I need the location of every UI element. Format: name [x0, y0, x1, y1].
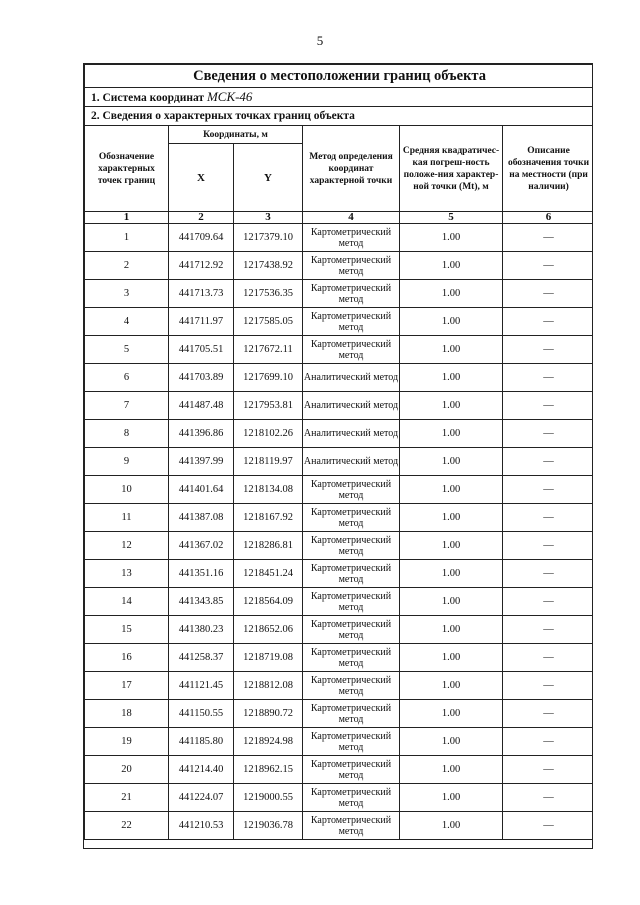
- accuracy-cell: 1.00: [400, 280, 503, 308]
- point-number-cell: 17: [85, 672, 169, 700]
- y-coordinate-cell: 1218286.81: [234, 532, 303, 560]
- x-coordinate-cell: 441210.53: [169, 812, 234, 840]
- accuracy-cell: 1.00: [400, 420, 503, 448]
- column-number: 2: [169, 212, 234, 224]
- description-cell: —: [503, 644, 594, 672]
- description-cell: —: [503, 308, 594, 336]
- description-cell: —: [503, 420, 594, 448]
- description-cell: —: [503, 672, 594, 700]
- table-row: [85, 728, 594, 756]
- x-coordinate-cell: 441258.37: [169, 644, 234, 672]
- table-row: [85, 476, 594, 504]
- boundary-points-table: [84, 64, 593, 840]
- y-coordinate-cell: 1217953.81: [234, 392, 303, 420]
- description-cell: —: [503, 784, 594, 812]
- table-row: [85, 448, 594, 476]
- method-cell: Картометрический метод: [303, 700, 400, 728]
- header-accuracy-text: Средняя квадратичес-кая погреш-ность положе-ния характер-ной точки (Mt), м: [402, 145, 500, 192]
- y-coordinate-cell: 1218812.08: [234, 672, 303, 700]
- accuracy-cell: 1.00: [400, 336, 503, 364]
- method-cell: Картометрический метод: [303, 532, 400, 560]
- method-cell: Картометрический метод: [303, 588, 400, 616]
- point-number-cell: 10: [85, 476, 169, 504]
- description-cell: —: [503, 700, 594, 728]
- page-number: 5: [316, 33, 324, 48]
- accuracy-cell: 1.00: [400, 392, 503, 420]
- accuracy-cell: 1.00: [400, 784, 503, 812]
- coordinate-system-row: [85, 88, 594, 107]
- method-cell: Картометрический метод: [303, 504, 400, 532]
- description-cell: —: [503, 728, 594, 756]
- column-number: 3: [234, 212, 303, 224]
- point-number-cell: 6: [85, 364, 169, 392]
- x-coordinate-cell: 441711.97: [169, 308, 234, 336]
- method-cell: Аналитический метод: [303, 448, 400, 476]
- table-row: [85, 700, 594, 728]
- method-cell: Картометрический метод: [303, 280, 400, 308]
- method-cell: Аналитический метод: [303, 392, 400, 420]
- x-coordinate-cell: 441367.02: [169, 532, 234, 560]
- table-row: [85, 504, 594, 532]
- point-number-cell: 8: [85, 420, 169, 448]
- table-row: [85, 224, 594, 252]
- x-coordinate-cell: 441709.64: [169, 224, 234, 252]
- description-cell: —: [503, 560, 594, 588]
- description-cell: —: [503, 588, 594, 616]
- description-cell: —: [503, 392, 594, 420]
- point-number-cell: 20: [85, 756, 169, 784]
- accuracy-cell: 1.00: [400, 700, 503, 728]
- point-number-cell: 11: [85, 504, 169, 532]
- point-number-cell: 14: [85, 588, 169, 616]
- x-coordinate-cell: 441185.80: [169, 728, 234, 756]
- y-coordinate-cell: 1217699.10: [234, 364, 303, 392]
- x-coordinate-cell: 441224.07: [169, 784, 234, 812]
- method-cell: Картометрический метод: [303, 336, 400, 364]
- point-number-cell: 2: [85, 252, 169, 280]
- method-cell: Картометрический метод: [303, 308, 400, 336]
- method-cell: Картометрический метод: [303, 728, 400, 756]
- method-cell: Картометрический метод: [303, 252, 400, 280]
- y-coordinate-cell: 1218890.72: [234, 700, 303, 728]
- description-cell: —: [503, 252, 594, 280]
- method-cell: Картометрический метод: [303, 756, 400, 784]
- y-coordinate-cell: 1217536.35: [234, 280, 303, 308]
- header-points: Обозначение характерных точек границ: [85, 126, 169, 212]
- accuracy-cell: 1.00: [400, 476, 503, 504]
- accuracy-cell: 1.00: [400, 364, 503, 392]
- method-cell: Аналитический метод: [303, 364, 400, 392]
- method-cell: Картометрический метод: [303, 644, 400, 672]
- header-method: Метод определения координат характерной точки: [303, 126, 400, 212]
- header-y: Y: [234, 144, 303, 212]
- table-row: [85, 784, 594, 812]
- accuracy-cell: 1.00: [400, 504, 503, 532]
- x-coordinate-cell: 441396.86: [169, 420, 234, 448]
- coordinate-system-value: МСК-46: [206, 89, 253, 104]
- y-coordinate-cell: 1217672.11: [234, 336, 303, 364]
- description-cell: —: [503, 532, 594, 560]
- description-cell: —: [503, 476, 594, 504]
- accuracy-cell: 1.00: [400, 560, 503, 588]
- column-number: 6: [503, 212, 594, 224]
- table-row: [85, 616, 594, 644]
- y-coordinate-cell: 1219000.55: [234, 784, 303, 812]
- method-cell: Картометрический метод: [303, 224, 400, 252]
- table-row: [85, 560, 594, 588]
- boundary-table-frame: [83, 63, 593, 849]
- accuracy-cell: 1.00: [400, 588, 503, 616]
- column-number: 5: [400, 212, 503, 224]
- y-coordinate-cell: 1219036.78: [234, 812, 303, 840]
- description-cell: —: [503, 756, 594, 784]
- x-coordinate-cell: 441703.89: [169, 364, 234, 392]
- accuracy-cell: 1.00: [400, 756, 503, 784]
- table-row: [85, 252, 594, 280]
- y-coordinate-cell: 1218924.98: [234, 728, 303, 756]
- y-coordinate-cell: 1218102.26: [234, 420, 303, 448]
- header-description: Описание обозначения точки на местности (при наличии): [503, 126, 594, 212]
- y-coordinate-cell: 1218134.08: [234, 476, 303, 504]
- accuracy-cell: 1.00: [400, 308, 503, 336]
- table-row: [85, 364, 594, 392]
- accuracy-cell: 1.00: [400, 224, 503, 252]
- table-row: [85, 392, 594, 420]
- table-row: [85, 756, 594, 784]
- point-number-cell: 4: [85, 308, 169, 336]
- x-coordinate-cell: 441397.99: [169, 448, 234, 476]
- y-coordinate-cell: 1217585.05: [234, 308, 303, 336]
- table-row: [85, 644, 594, 672]
- column-number: 4: [303, 212, 400, 224]
- x-coordinate-cell: 441713.73: [169, 280, 234, 308]
- y-coordinate-cell: 1218652.06: [234, 616, 303, 644]
- point-number-cell: 18: [85, 700, 169, 728]
- y-coordinate-cell: 1218564.09: [234, 588, 303, 616]
- method-cell: Картометрический метод: [303, 560, 400, 588]
- coordinate-system-label: 1. Система координат: [91, 92, 205, 104]
- point-number-cell: 15: [85, 616, 169, 644]
- table-row: [85, 672, 594, 700]
- point-number-cell: 16: [85, 644, 169, 672]
- point-number-cell: 7: [85, 392, 169, 420]
- method-cell: Картометрический метод: [303, 812, 400, 840]
- x-coordinate-cell: 441351.16: [169, 560, 234, 588]
- accuracy-cell: 1.00: [400, 532, 503, 560]
- point-number-cell: 13: [85, 560, 169, 588]
- method-cell: Картометрический метод: [303, 616, 400, 644]
- y-coordinate-cell: 1218962.15: [234, 756, 303, 784]
- x-coordinate-cell: 441380.23: [169, 616, 234, 644]
- x-coordinate-cell: 441401.64: [169, 476, 234, 504]
- table-row: [85, 588, 594, 616]
- header-accuracy: [400, 126, 503, 212]
- description-cell: —: [503, 280, 594, 308]
- column-number: 1: [85, 212, 169, 224]
- method-cell: Картометрический метод: [303, 784, 400, 812]
- y-coordinate-cell: 1217379.10: [234, 224, 303, 252]
- accuracy-cell: 1.00: [400, 728, 503, 756]
- table-row: [85, 280, 594, 308]
- x-coordinate-cell: 441712.92: [169, 252, 234, 280]
- points-section-heading: 2. Сведения о характерных точках границ объекта: [85, 107, 594, 126]
- y-coordinate-cell: 1218119.97: [234, 448, 303, 476]
- x-coordinate-cell: 441705.51: [169, 336, 234, 364]
- accuracy-cell: 1.00: [400, 672, 503, 700]
- table-row: [85, 420, 594, 448]
- accuracy-cell: 1.00: [400, 644, 503, 672]
- table-row: [85, 812, 594, 840]
- x-coordinate-cell: 441387.08: [169, 504, 234, 532]
- point-number-cell: 22: [85, 812, 169, 840]
- point-number-cell: 3: [85, 280, 169, 308]
- accuracy-cell: 1.00: [400, 448, 503, 476]
- description-cell: —: [503, 224, 594, 252]
- header-x: X: [169, 144, 234, 212]
- method-cell: Аналитический метод: [303, 420, 400, 448]
- table-row: [85, 308, 594, 336]
- point-number-cell: 9: [85, 448, 169, 476]
- y-coordinate-cell: 1218451.24: [234, 560, 303, 588]
- table-row: [85, 336, 594, 364]
- x-coordinate-cell: 441121.45: [169, 672, 234, 700]
- y-coordinate-cell: 1218167.92: [234, 504, 303, 532]
- accuracy-cell: 1.00: [400, 252, 503, 280]
- description-cell: —: [503, 616, 594, 644]
- column-numbers-row: [85, 212, 594, 224]
- accuracy-cell: 1.00: [400, 812, 503, 840]
- point-number-cell: 19: [85, 728, 169, 756]
- description-cell: —: [503, 812, 594, 840]
- x-coordinate-cell: 441150.55: [169, 700, 234, 728]
- point-number-cell: 12: [85, 532, 169, 560]
- point-number-cell: 21: [85, 784, 169, 812]
- point-number-cell: 1: [85, 224, 169, 252]
- y-coordinate-cell: 1217438.92: [234, 252, 303, 280]
- header-coordinates: Координаты, м: [169, 126, 303, 144]
- description-cell: —: [503, 364, 594, 392]
- description-cell: —: [503, 336, 594, 364]
- description-cell: —: [503, 448, 594, 476]
- method-cell: Картометрический метод: [303, 672, 400, 700]
- point-number-cell: 5: [85, 336, 169, 364]
- method-cell: Картометрический метод: [303, 476, 400, 504]
- table-row: [85, 532, 594, 560]
- table-title: Сведения о местоположении границ объекта: [85, 65, 594, 88]
- description-cell: —: [503, 504, 594, 532]
- x-coordinate-cell: 441487.48: [169, 392, 234, 420]
- x-coordinate-cell: 441343.85: [169, 588, 234, 616]
- x-coordinate-cell: 441214.40: [169, 756, 234, 784]
- accuracy-cell: 1.00: [400, 616, 503, 644]
- y-coordinate-cell: 1218719.08: [234, 644, 303, 672]
